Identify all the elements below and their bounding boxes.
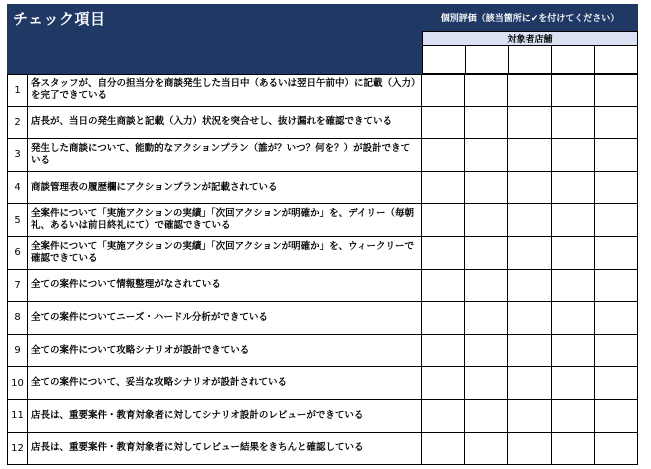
evaluation-checkbox-cell[interactable] bbox=[595, 335, 638, 367]
evaluation-checkbox-cell[interactable] bbox=[422, 107, 465, 139]
evaluation-checkbox-cell[interactable] bbox=[422, 237, 465, 269]
evaluation-checkbox-cell[interactable] bbox=[465, 75, 508, 106]
store-column-header[interactable] bbox=[422, 46, 466, 74]
evaluation-checkbox-cell[interactable] bbox=[422, 139, 465, 171]
store-column-header[interactable] bbox=[509, 46, 552, 74]
evaluation-checkbox-cell[interactable] bbox=[422, 75, 465, 106]
row-number: 7 bbox=[7, 270, 28, 302]
evaluation-checkbox-cell[interactable] bbox=[465, 335, 508, 367]
evaluation-checkbox-cell[interactable] bbox=[422, 270, 465, 302]
target-store-header: 対象者店舗 bbox=[422, 31, 638, 46]
evaluation-checkbox-cell[interactable] bbox=[508, 139, 551, 171]
row-number: 5 bbox=[7, 204, 28, 236]
checklist-rows bbox=[7, 74, 638, 465]
evaluation-cells bbox=[422, 335, 638, 367]
evaluation-checkbox-cell[interactable] bbox=[595, 270, 638, 302]
evaluation-checkbox-cell[interactable] bbox=[508, 433, 551, 465]
evaluation-checkbox-cell[interactable] bbox=[465, 302, 508, 334]
evaluation-checkbox-cell[interactable] bbox=[508, 335, 551, 367]
evaluation-checkbox-cell[interactable] bbox=[508, 400, 551, 432]
evaluation-checkbox-cell[interactable] bbox=[595, 367, 638, 399]
row-number: 4 bbox=[7, 172, 28, 204]
check-item-text: 店長は、重要案件・教育対象者に対してレビュー結果をきちんと確認している bbox=[28, 433, 422, 465]
evaluation-checkbox-cell[interactable] bbox=[465, 172, 508, 204]
individual-evaluation-header: 個別評価（該当箇所に✔を付けてください） bbox=[422, 4, 638, 31]
check-item-text: 全ての案件について情報整理がなされている bbox=[28, 270, 422, 302]
evaluation-cells bbox=[422, 172, 638, 204]
row-number: 1 bbox=[7, 75, 28, 106]
row-number: 9 bbox=[7, 335, 28, 367]
row-number: 3 bbox=[7, 139, 28, 171]
checklist-row bbox=[7, 302, 638, 335]
checklist-row bbox=[7, 400, 638, 433]
evaluation-checkbox-cell[interactable] bbox=[552, 75, 595, 106]
store-column-headers bbox=[422, 46, 638, 74]
evaluation-checkbox-cell[interactable] bbox=[465, 204, 508, 236]
evaluation-checkbox-cell[interactable] bbox=[552, 433, 595, 465]
evaluation-checkbox-cell[interactable] bbox=[422, 335, 465, 367]
checklist-row bbox=[7, 74, 638, 107]
evaluation-checkbox-cell[interactable] bbox=[508, 75, 551, 106]
checklist-row bbox=[7, 433, 638, 466]
checklist-row bbox=[7, 204, 638, 237]
evaluation-checkbox-cell[interactable] bbox=[422, 172, 465, 204]
evaluation-checkbox-cell[interactable] bbox=[422, 204, 465, 236]
evaluation-checkbox-cell[interactable] bbox=[552, 237, 595, 269]
evaluation-checkbox-cell[interactable] bbox=[595, 433, 638, 465]
row-number: 12 bbox=[7, 433, 28, 465]
row-number: 8 bbox=[7, 302, 28, 334]
evaluation-cells bbox=[422, 400, 638, 432]
check-item-text: 全案件について「実施アクションの実績」「次回アクションが明確か」を、デイリー（毎朝礼、あるいは前日終礼にて）で確認できている bbox=[28, 204, 422, 236]
store-column-header[interactable] bbox=[552, 46, 595, 74]
evaluation-cells bbox=[422, 433, 638, 465]
evaluation-checkbox-cell[interactable] bbox=[552, 172, 595, 204]
evaluation-checkbox-cell[interactable] bbox=[595, 172, 638, 204]
evaluation-checkbox-cell[interactable] bbox=[595, 302, 638, 334]
evaluation-checkbox-cell[interactable] bbox=[508, 107, 551, 139]
check-item-text: 全ての案件について、妥当な攻略シナリオが設計されている bbox=[28, 367, 422, 399]
checklist-header bbox=[7, 4, 422, 74]
evaluation-cells bbox=[422, 367, 638, 399]
checklist-row bbox=[7, 172, 638, 205]
evaluation-cells bbox=[422, 302, 638, 334]
evaluation-checkbox-cell[interactable] bbox=[422, 367, 465, 399]
evaluation-cells bbox=[422, 139, 638, 171]
evaluation-checkbox-cell[interactable] bbox=[508, 237, 551, 269]
evaluation-checkbox-cell[interactable] bbox=[508, 204, 551, 236]
evaluation-cells bbox=[422, 270, 638, 302]
check-item-text: 全ての案件について攻略シナリオが設計できている bbox=[28, 335, 422, 367]
evaluation-checkbox-cell[interactable] bbox=[508, 270, 551, 302]
check-item-text: 全ての案件についてニーズ・ハードル分析ができている bbox=[28, 302, 422, 334]
evaluation-checkbox-cell[interactable] bbox=[552, 204, 595, 236]
evaluation-checkbox-cell[interactable] bbox=[422, 433, 465, 465]
evaluation-checkbox-cell[interactable] bbox=[552, 335, 595, 367]
checklist-row bbox=[7, 107, 638, 140]
evaluation-checkbox-cell[interactable] bbox=[465, 433, 508, 465]
checklist-row bbox=[7, 139, 638, 172]
checklist-title: チェック項目 bbox=[13, 10, 106, 28]
evaluation-checkbox-cell[interactable] bbox=[595, 139, 638, 171]
row-number: 10 bbox=[7, 367, 28, 399]
row-number: 6 bbox=[7, 237, 28, 269]
evaluation-checkbox-cell[interactable] bbox=[465, 139, 508, 171]
evaluation-checkbox-cell[interactable] bbox=[595, 75, 638, 106]
evaluation-checkbox-cell[interactable] bbox=[508, 302, 551, 334]
evaluation-checkbox-cell[interactable] bbox=[465, 400, 508, 432]
evaluation-cells bbox=[422, 75, 638, 106]
evaluation-checkbox-cell[interactable] bbox=[595, 237, 638, 269]
evaluation-checkbox-cell[interactable] bbox=[465, 237, 508, 269]
evaluation-cells bbox=[422, 237, 638, 269]
checklist-row bbox=[7, 270, 638, 303]
row-number: 2 bbox=[7, 107, 28, 139]
evaluation-checkbox-cell[interactable] bbox=[465, 270, 508, 302]
check-item-text: 発生した商談について、能動的なアクションプラン（誰が？いつ？何を？）が設計できている bbox=[28, 139, 422, 171]
check-item-text: 全案件について「実施アクションの実績」「次回アクションが明確か」を、ウィークリーで確認できている bbox=[28, 237, 422, 269]
evaluation-checkbox-cell[interactable] bbox=[552, 302, 595, 334]
checklist-sheet bbox=[7, 4, 638, 466]
evaluation-checkbox-cell[interactable] bbox=[595, 204, 638, 236]
store-column-header[interactable] bbox=[466, 46, 509, 74]
evaluation-checkbox-cell[interactable] bbox=[552, 400, 595, 432]
evaluation-checkbox-cell[interactable] bbox=[552, 367, 595, 399]
check-item-text: 店長が、当日の発生商談と記載（入力）状況を突合せし、抜け漏れを確認できている bbox=[28, 107, 422, 139]
evaluation-checkbox-cell[interactable] bbox=[422, 400, 465, 432]
evaluation-checkbox-cell[interactable] bbox=[465, 367, 508, 399]
evaluation-checkbox-cell[interactable] bbox=[552, 270, 595, 302]
checklist-row bbox=[7, 335, 638, 368]
row-number: 11 bbox=[7, 400, 28, 432]
evaluation-checkbox-cell[interactable] bbox=[552, 139, 595, 171]
evaluation-checkbox-cell[interactable] bbox=[508, 172, 551, 204]
evaluation-checkbox-cell[interactable] bbox=[595, 400, 638, 432]
checklist-row bbox=[7, 237, 638, 270]
evaluation-checkbox-cell[interactable] bbox=[508, 367, 551, 399]
check-item-text: 商談管理表の履歴欄にアクションプランが記載されている bbox=[28, 172, 422, 204]
evaluation-checkbox-cell[interactable] bbox=[595, 107, 638, 139]
check-item-text: 各スタッフが、自分の担当分を商談発生した当日中（あるいは翌日午前中）に記載（入力）を完了できている bbox=[28, 75, 422, 106]
evaluation-checkbox-cell[interactable] bbox=[465, 107, 508, 139]
evaluation-checkbox-cell[interactable] bbox=[422, 302, 465, 334]
store-column-header[interactable] bbox=[595, 46, 638, 74]
evaluation-checkbox-cell[interactable] bbox=[552, 107, 595, 139]
check-item-text: 店長は、重要案件・教育対象者に対してシナリオ設計のレビューができている bbox=[28, 400, 422, 432]
evaluation-cells bbox=[422, 204, 638, 236]
evaluation-cells bbox=[422, 107, 638, 139]
checklist-row bbox=[7, 367, 638, 400]
